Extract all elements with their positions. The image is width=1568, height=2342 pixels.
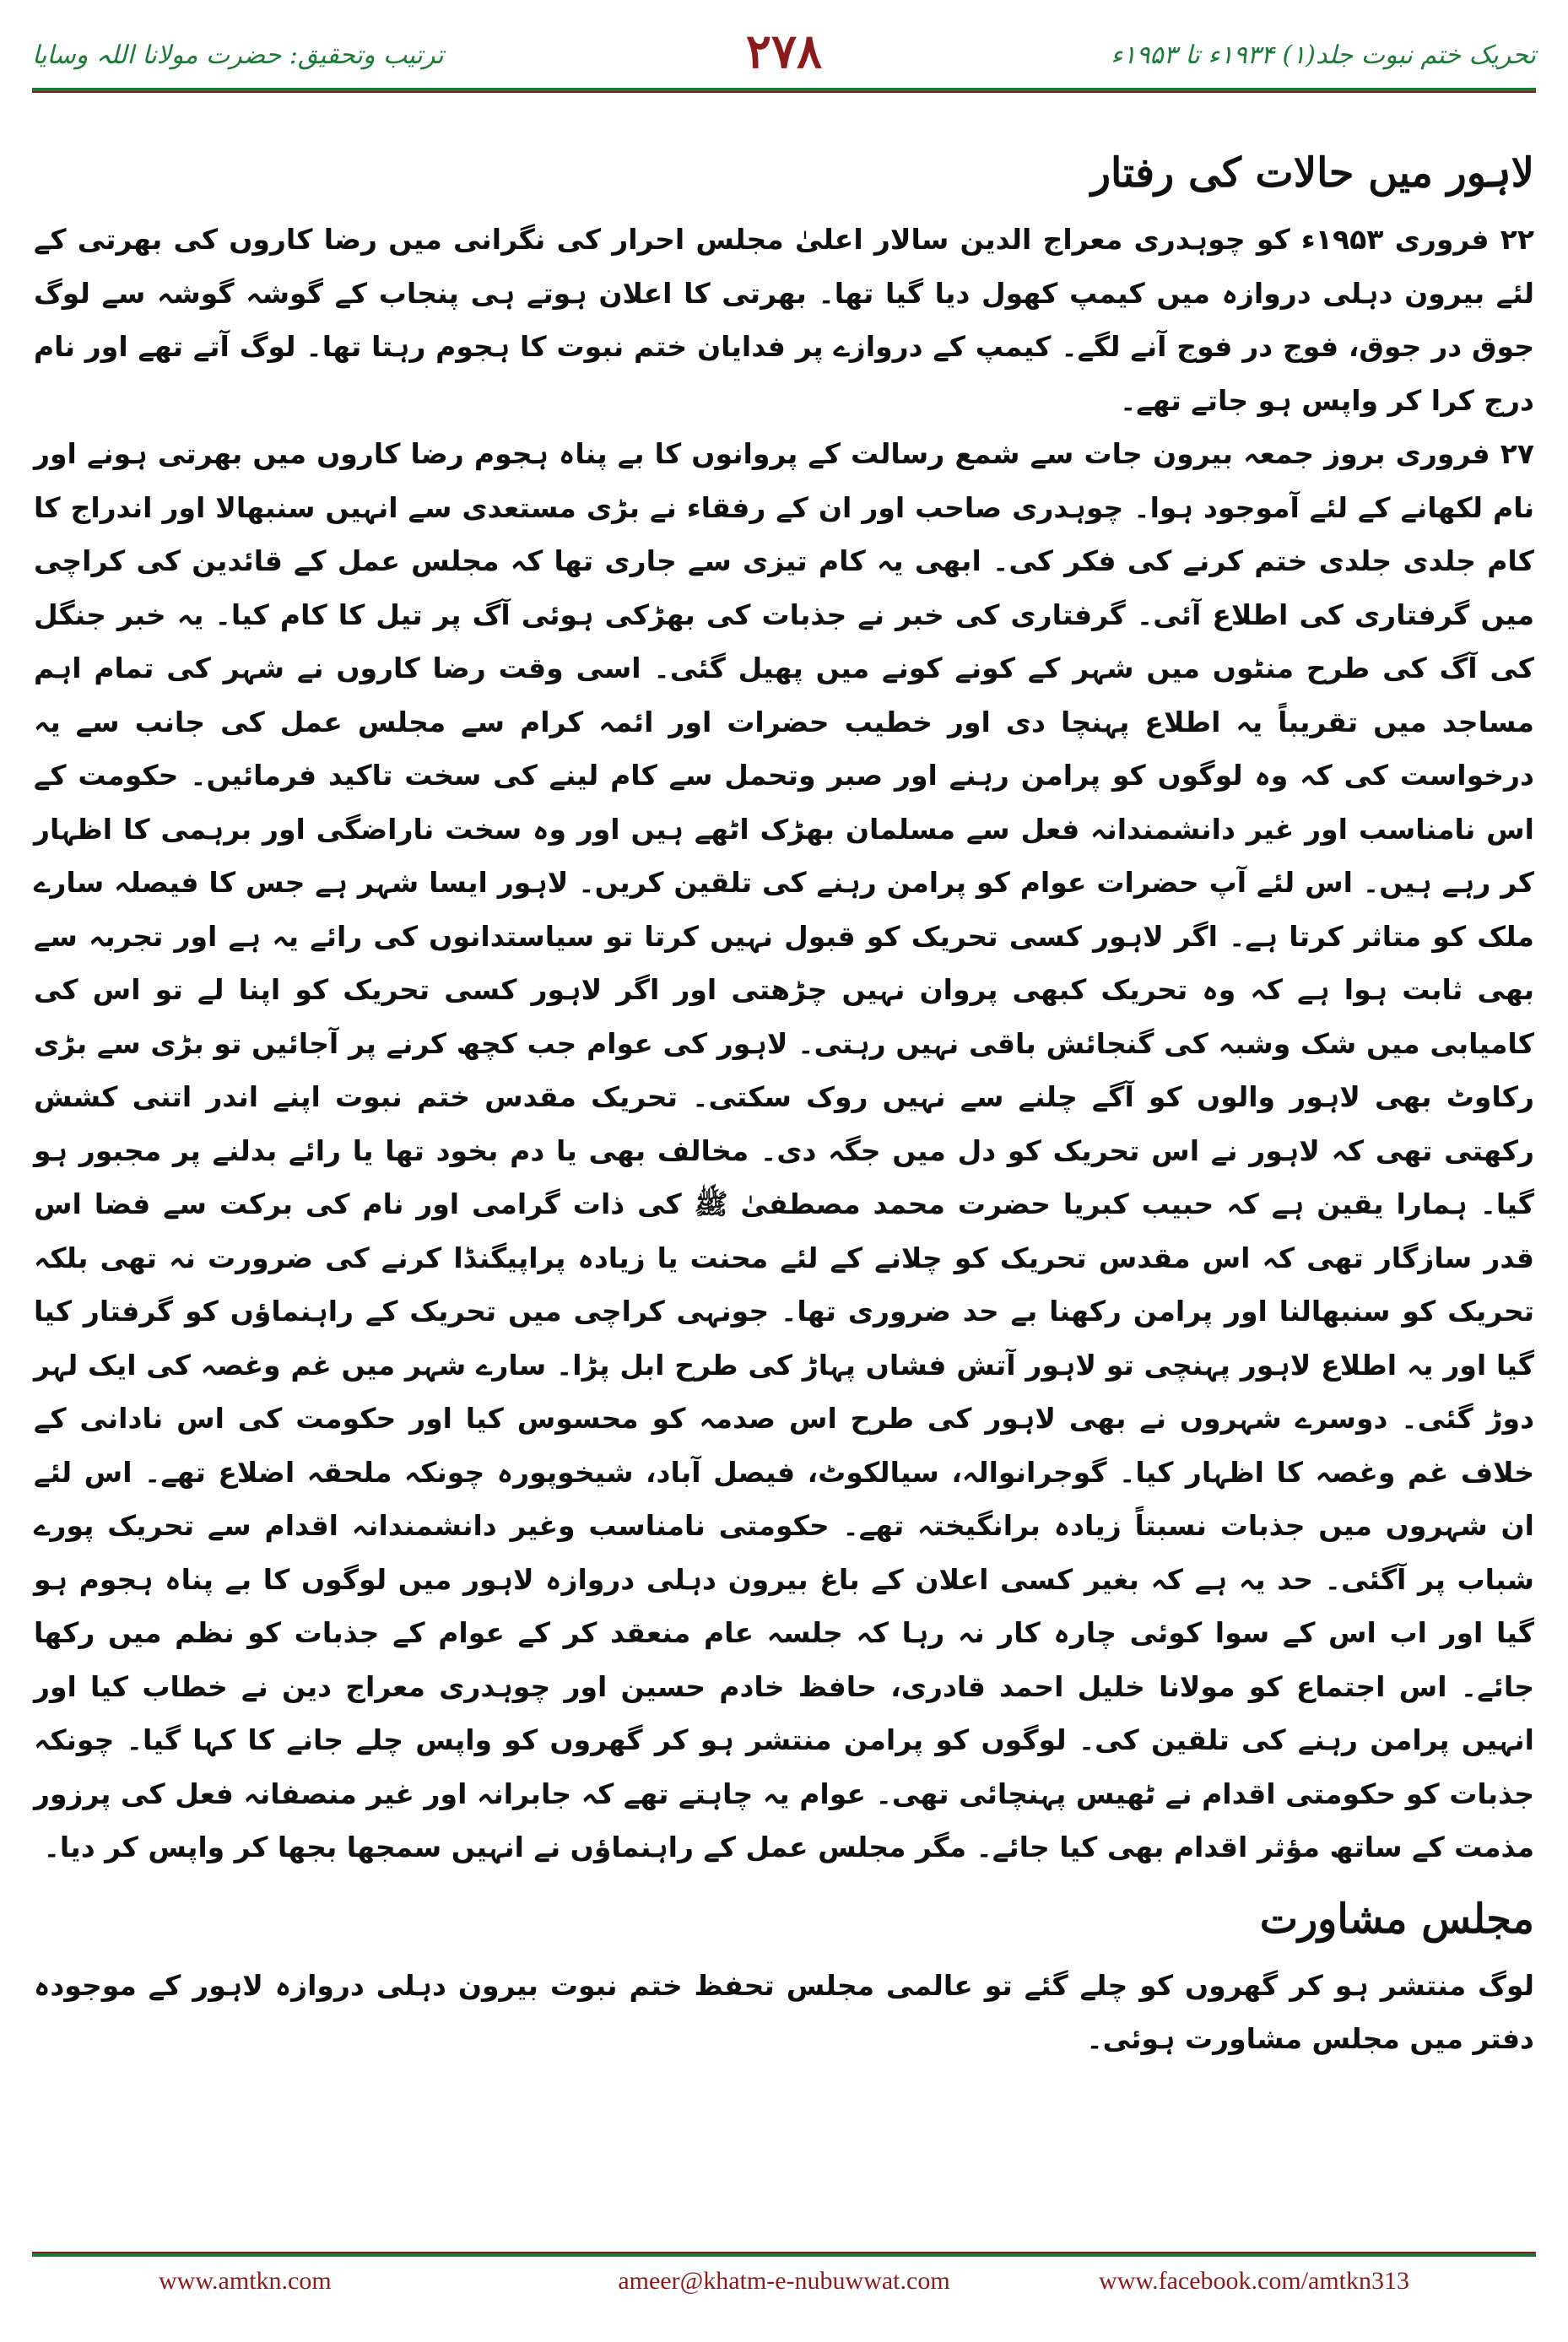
page-number: ۲۷۸ [745, 24, 823, 79]
footer-divider [32, 2252, 1536, 2257]
section-heading: لاہور میں حالات کی رفتار [1090, 149, 1534, 197]
page-footer [32, 2262, 1536, 2312]
compiler-credit: ترتیب وتحقیق: حضرت مولانا اللہ وسایا [32, 41, 444, 70]
header-divider [32, 88, 1536, 93]
facebook-link[interactable]: www.facebook.com/amtkn313 [1099, 2267, 1409, 2295]
email-link[interactable]: ameer@khatm-e-nubuwwat.com [618, 2267, 950, 2295]
paragraph: ۲۲ فروری ۱۹۵۳ء کو چوہدری معراج الدین سالار اعلیٰ مجلس احرار کی نگرانی میں رضا کاروں کی بھرتی کے لئے بیرون دہلی دروازہ میں کیمپ کھول دیا گیا تھا۔ بھرتی کا اعلان ہوتے ہی پنجاب کے گوشہ گوشہ سے لوگ جوق در جوق، فوج در فوج آنے لگے۔ کیمپ کے دروازے پر فدایان ختم نبوت کا ہجوم رہتا تھا۔ لوگ آتے تھے اور نام درج کرا کر واپس ہو جاتے تھے۔ [34, 223, 1535, 417]
page-header [32, 24, 1536, 83]
page-body [34, 145, 1534, 2066]
section-heading: مجلس مشاورت [1259, 1895, 1534, 1943]
paragraph: ۲۷ فروری بروز جمعہ بیرون جات سے شمع رسالت کے پروانوں کا بے پناہ ہجوم رضا کاروں میں بھرتی ہونے اور نام لکھانے کے لئے آموجود ہوا۔ چوہدری صاحب اور ان کے رفقاء نے بڑی مستعدی سے انہیں سنبھالا اور اندراج کا کام جلدی جلدی ختم کرنے کی فکر کی۔ ابھی یہ کام تیزی سے جاری تھا کہ مجلس عمل کے قائدین کی کراچی میں گرفتاری کی اطلاع آئی۔ گرفتاری کی خبر نے جذبات کی بھڑکی ہوئی آگ پر تیل کا کام کیا۔ یہ خبر جنگل کی آگ کی طرح منٹوں میں شہر کے کونے کونے میں پھیل گئی۔ اسی وقت رضا کاروں نے شہر کی تمام اہم مساجد میں تقریباً یہ اطلاع پہنچا دی اور خطیب حضرات اور ائمہ کرام سے مجلس عمل کی جانب سے یہ درخواست کی کہ وہ لوگوں کو پرامن رہنے اور صبر وتحمل سے کام لینے کی سخت تاکید فرمائیں۔ حکومت کے اس نامناسب اور غیر دانشمندانہ فعل سے مسلمان بھڑک اٹھے ہیں اور وہ سخت ناراضگی اور برہمی کا اظہار کر رہے ہیں۔ اس لئے آپ حضرات عوام کو پرامن رہنے کی تلقین کریں۔ لاہور ایسا شہر ہے جس کا فیصلہ سارے ملک کو متاثر کرتا ہے۔ اگر لاہور کسی تحریک کو قبول نہیں کرتا تو سیاستدانوں کی رائے یہ ہے اور تجربہ سے بھی ثابت ہوا ہے کہ وہ تحریک کبھی پروان نہیں چڑھتی اور اگر لاہور کسی تحریک کو اپنا لے تو اس کی کامیابی میں شک وشبہ کی گنجائش باقی نہیں رہتی۔ لاہور کی عوام جب کچھ کرنے پر آجائیں تو بڑی سے بڑی رکاوٹ بھی لاہور والوں کو آگے چلنے سے نہیں روک سکتی۔ تحریک مقدس ختم نبوت اپنے اندر اتنی کشش رکھتی تھی کہ لاہور نے اس تحریک کو دل میں جگہ دی۔ مخالف بھی یا دم بخود تھا یا رائے بدلنے پر مجبور ہو گیا۔ ہمارا یقین ہے کہ حبیب کبریا حضرت محمد مصطفیٰ ﷺ کی ذات گرامی اور نام کی برکت سے فضا اس قدر سازگار تھی کہ اس مقدس تحریک کو چلانے کے لئے محنت یا زیادہ پراپیگنڈا کرنے کی ضرورت نہ تھی بلکہ تحریک کو سنبھالنا اور پرامن رکھنا بے حد ضروری تھا۔ جونہی کراچی میں تحریک کے راہنماؤں کو گرفتار کیا گیا اور یہ اطلاع لاہور پہنچی تو لاہور آتش فشاں پہاڑ کی طرح ابل پڑا۔ سارے شہر میں غم وغصہ کی ایک لہر دوڑ گئی۔ دوسرے شہروں نے بھی لاہور کی طرح اس صدمہ کو محسوس کیا اور حکومت کی اس نادانی کے خلاف غم وغصہ کا اظہار کیا۔ گوجرانوالہ، سیالکوٹ، فیصل آباد، شیخوپورہ چونکہ ملحقہ اضلاع تھے۔ اس لئے ان شہروں میں جذبات نسبتاً زیادہ برانگیختہ تھے۔ حکومتی نامناسب وغیر دانشمندانہ اقدام سے تحریک پورے شباب پر آگئی۔ حد یہ ہے کہ بغیر کسی اعلان کے باغ بیرون دہلی دروازہ لاہور میں لوگوں کا بے پناہ ہجوم ہو گیا اور اب اس کے سوا کوئی چارہ کار نہ رہا کہ جلسہ عام منعقد کر کے عوام کے جذبات کو نظم میں رکھا جائے۔ اس اجتماع کو مولانا خلیل احمد قادری، حافظ خادم حسین اور چوہدری معراج دین نے خطاب کیا اور انہیں پرامن رہنے کی تلقین کی۔ لوگوں کو پرامن منتشر ہو کر گھروں کو واپس چلے جانے کا کہا گیا۔ چونکہ جذبات کو حکومتی اقدام نے ٹھیس پہنچائی تھی۔ عوام یہ چاہتے تھے کہ جابرانہ اور غیر منصفانہ فعل کی پرزور مذمت کے ساتھ مؤثر اقدام بھی کیا جائے۔ مگر مجلس عمل کے راہنماؤں نے انہیں سمجھا بجھا کر واپس کر دیا۔ [34, 437, 1535, 1863]
paragraph: لوگ منتشر ہو کر گھروں کو چلے گئے تو عالمی مجلس تحفظ ختم نبوت بیرون دہلی دروازہ لاہور کے موجودہ دفتر میں مجلس مشاورت ہوئی۔ [34, 1968, 1534, 2055]
book-title: تحریک ختم نبوت جلد(۱) ۱۹۳۴ء تا ۱۹۵۳ء [1111, 41, 1536, 70]
website-link[interactable]: www.amtkn.com [159, 2267, 332, 2295]
